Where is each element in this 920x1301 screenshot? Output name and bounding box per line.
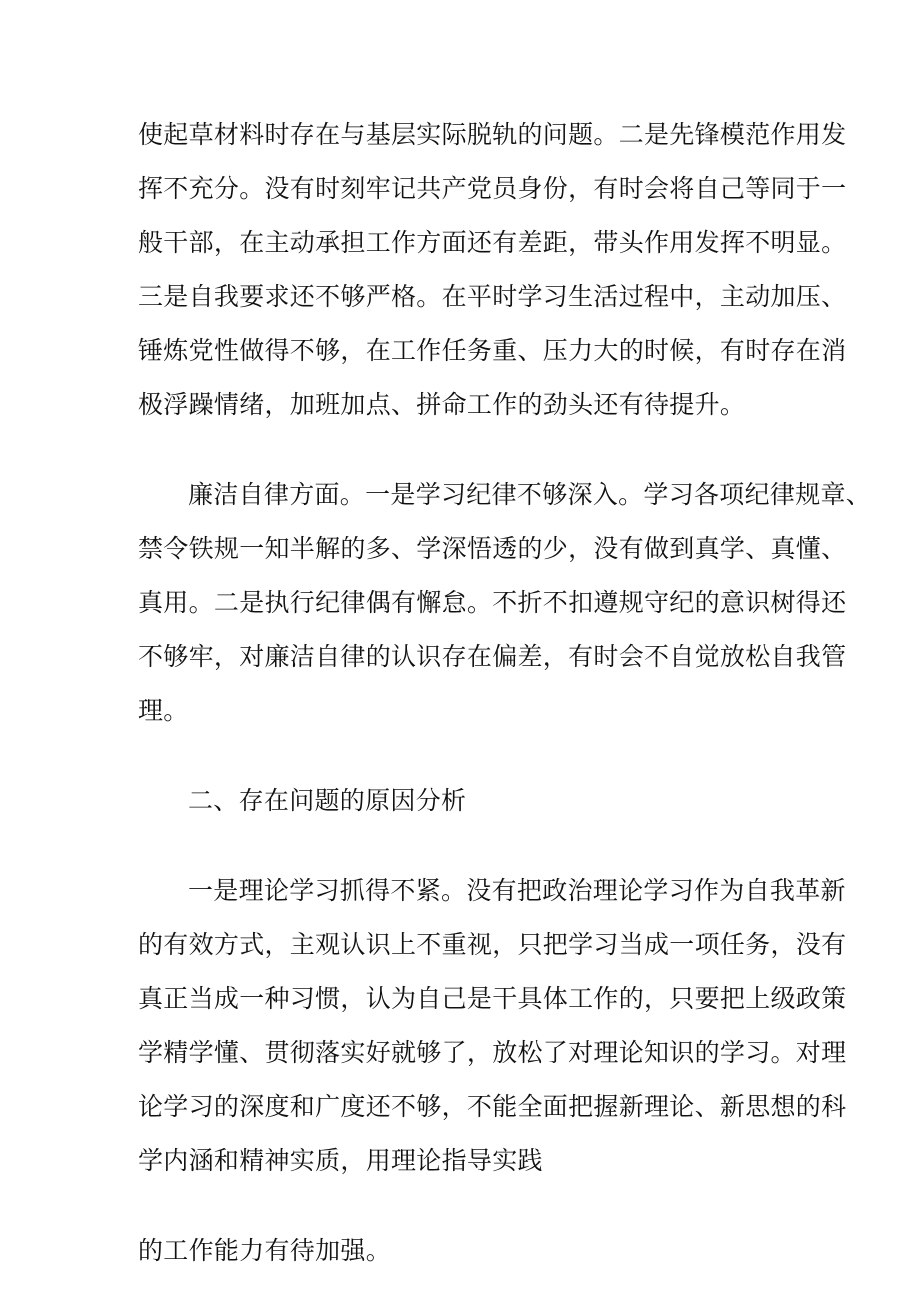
text-line: 一是理论学习抓得不紧。没有把政治理论学习作为自我革新	[188, 876, 846, 905]
text-line: 理。	[138, 696, 189, 725]
text-line: 论学习的深度和广度还不够，不能全面把握新理论、新思想的科	[138, 1092, 847, 1121]
text-line: 使起草材料时存在与基层实际脱轨的问题。二是先锋模范作用发	[138, 120, 847, 149]
text-line: 锤炼党性做得不够，在工作任务重、压力大的时候，有时存在消	[138, 336, 847, 365]
section-heading: 二、存在问题的原因分析	[188, 786, 467, 815]
text-line: 三是自我要求还不够严格。在平时学习生活过程中，主动加压、	[138, 282, 847, 311]
text-line: 真正当成一种习惯，认为自己是干具体工作的，只要把上级政策	[138, 984, 847, 1013]
text-line: 真用。二是执行纪律偶有懈怠。不折不扣遵规守纪的意识树得还	[138, 588, 847, 617]
text-line: 极浮躁情绪，加班加点、拼命工作的劲头还有待提升。	[138, 390, 746, 419]
text-line: 不够牢，对廉洁自律的认识存在偏差，有时会不自觉放松自我管	[138, 642, 847, 671]
text-line: 学内涵和精神实质，用理论指导实践	[138, 1146, 543, 1175]
text-line: 挥不充分。没有时刻牢记共产党员身份，有时会将自己等同于一	[138, 174, 847, 203]
text-line: 廉洁自律方面。一是学习纪律不够深入。学习各项纪律规章、	[188, 480, 872, 509]
text-line: 禁令铁规一知半解的多、学深悟透的少，没有做到真学、真懂、	[138, 534, 847, 563]
text-line: 的有效方式，主观认识上不重视，只把学习当成一项任务，没有	[138, 930, 847, 959]
text-line: 的工作能力有待加强。	[138, 1236, 392, 1265]
text-line: 学精学懂、贯彻落实好就够了，放松了对理论知识的学习。对理	[138, 1038, 847, 1067]
text-line: 般干部，在主动承担工作方面还有差距，带头作用发挥不明显。	[138, 228, 847, 257]
